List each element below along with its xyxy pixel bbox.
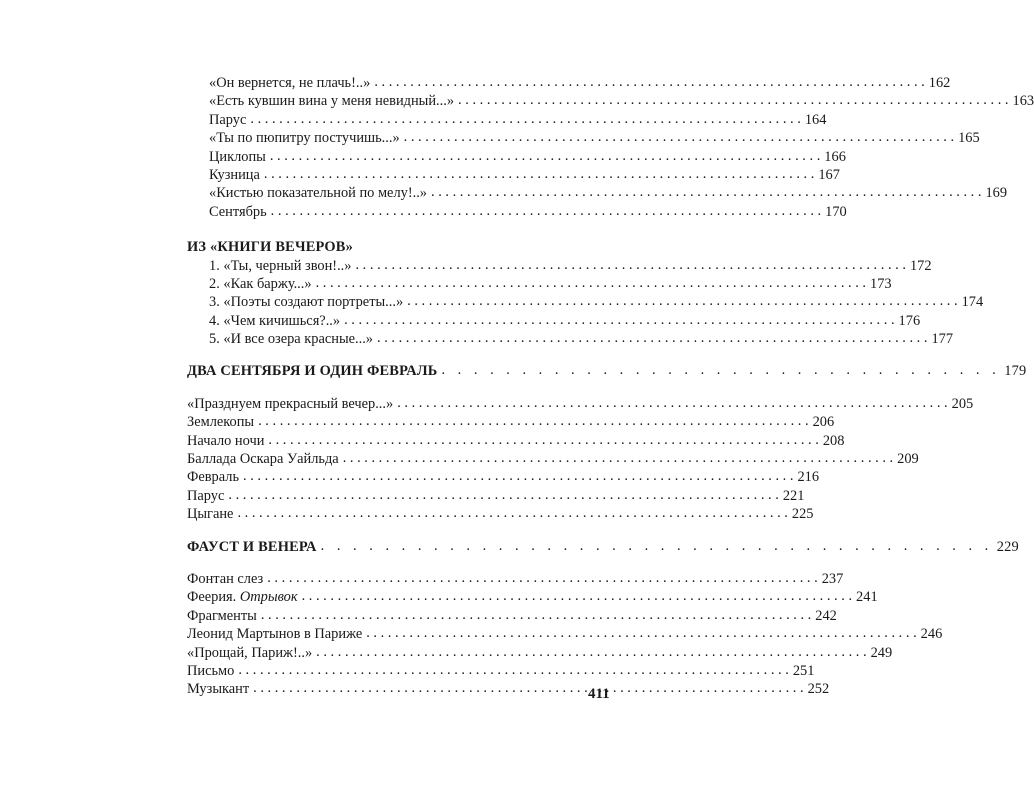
toc-entry-title: Музыкант (187, 681, 250, 698)
toc-entry-page: 162 (928, 75, 951, 91)
section-heading-title: ФАУСТ И ВЕНЕРА (187, 538, 317, 555)
section-heading (187, 238, 569, 256)
toc-group-2 (187, 257, 984, 349)
toc-entry-page: 209 (897, 451, 919, 468)
leader-dots (268, 431, 818, 449)
toc-entry (187, 395, 974, 413)
toc-entry (187, 129, 980, 147)
leader-dots (458, 91, 1008, 109)
toc-entry-page: 242 (815, 607, 837, 624)
toc-entry-title: Фонтан слез (187, 570, 264, 587)
toc-entry-page: 174 (961, 294, 984, 311)
toc-entry-page: 237 (821, 570, 844, 587)
leader-dots (407, 292, 957, 310)
leader-dots (267, 569, 817, 587)
leader-dots (343, 449, 893, 467)
toc-entry-page: 170 (825, 203, 847, 220)
toc-entry-title-italic: Отрывок (239, 589, 298, 606)
leader-dots (261, 606, 811, 624)
leader-dots (404, 128, 954, 146)
toc-entry-title-main: Феерия. (187, 589, 237, 606)
toc-entry (187, 184, 1008, 202)
toc-entry (187, 312, 921, 330)
leader-dots (316, 643, 866, 661)
toc-entry-page: 169 (985, 185, 1008, 202)
leader-dots (271, 202, 821, 220)
toc-entry (187, 275, 892, 293)
toc-entry-page: 177 (931, 331, 954, 348)
leader-dots (238, 661, 788, 679)
toc-entry-page: 246 (920, 626, 943, 643)
toc-entry-title: Баллада Оскара Уайльда (187, 451, 339, 468)
leader-dots (316, 274, 866, 292)
toc-entry-page: 241 (856, 589, 878, 606)
toc-entry-title: «Ты по пюпитру постучишь...» (209, 130, 400, 147)
toc-entry (187, 644, 893, 662)
toc-entry-title (187, 588, 298, 606)
toc-entry-page: 221 (782, 487, 805, 504)
toc-entry-title: Парус (187, 487, 225, 504)
toc-entry-title: 5. «И все озера красные...» (209, 331, 373, 348)
toc-entry (187, 662, 815, 680)
section-heading-page: 179 (1004, 363, 1027, 380)
section-heading (187, 537, 1019, 556)
toc-entry (187, 330, 954, 348)
toc-entry-title: Леонид Мартынов в Париже (187, 626, 363, 643)
toc-entry-title: Кузница (209, 166, 260, 183)
toc-entry (187, 468, 820, 486)
section-heading-page: 229 (996, 538, 1019, 555)
toc-entry-title: «Прощай, Париж!..» (187, 644, 313, 661)
toc-entry (187, 588, 878, 606)
toc-entry-title: 3. «Поэты создают портреты...» (209, 294, 404, 311)
toc-entry-page: 165 (958, 130, 980, 147)
leader-dots (431, 183, 981, 201)
toc-entry (187, 625, 943, 643)
toc-entry-title: Февраль (187, 469, 240, 486)
toc-entry-title: Землекопы (187, 414, 255, 431)
toc-entry (187, 487, 805, 505)
toc-entry-page: 216 (797, 469, 820, 486)
toc-entry-title: «Празднуем прекрасный вечер...» (187, 395, 394, 412)
toc-entry (187, 74, 951, 92)
toc-entry-page: 205 (951, 395, 974, 412)
leader-dots (366, 624, 916, 642)
leader-dots (377, 329, 927, 347)
section-heading-title: ДВА СЕНТЯБРЯ И ОДИН ФЕВРАЛЬ (187, 363, 438, 380)
toc-entry-page: 163 (1012, 93, 1034, 110)
toc-entry-page: 172 (909, 257, 932, 274)
toc-entry-title: Циклопы (209, 148, 266, 165)
section-heading-title: ИЗ «КНИГИ ВЕЧЕРОВ» (187, 239, 354, 256)
leader-dots (302, 587, 852, 605)
toc-entry-page: 251 (792, 662, 815, 679)
leader-dots (228, 486, 778, 504)
leader-dots (264, 165, 814, 183)
leader-dots (397, 394, 947, 412)
toc-entry-page: 249 (870, 644, 893, 661)
toc-entry (187, 203, 847, 221)
toc-entry-page: 166 (824, 148, 846, 165)
leader-dots (237, 504, 787, 522)
toc-entry-page: 208 (822, 432, 845, 449)
toc-entry (187, 111, 827, 129)
toc-entry-title: 4. «Чем кичишься?..» (209, 312, 341, 329)
leader-dots (344, 311, 894, 329)
toc-entry-title: Парус (209, 111, 247, 128)
leader-dots (270, 147, 820, 165)
toc-group-3 (187, 395, 974, 524)
leader-dots: . . . . . . . . . . . . . . . . . . . . . . . . . . . . . . . . . . . . . . . . . . (320, 537, 993, 554)
leader-dots (253, 679, 803, 697)
toc-entry (187, 293, 984, 311)
leader-dots (355, 256, 905, 274)
toc-entry-title: Сентябрь (209, 203, 267, 220)
toc-entry (187, 257, 932, 275)
leader-dots: . . . . . . . . . . . . . . . . . . . . . . . . . . . . . . . . . . . (441, 362, 1001, 379)
toc-entry (187, 505, 814, 523)
page-number: 411 (588, 686, 610, 702)
leader-dots (243, 467, 793, 485)
toc-entry-page: 176 (898, 312, 921, 329)
toc-group-1 (187, 74, 1034, 221)
toc-entry-page: 225 (791, 506, 814, 523)
toc-entry-title: «Он вернется, не плачь!..» (209, 75, 371, 91)
toc-entry-title: 2. «Как баржу...» (209, 275, 312, 292)
toc-entry (187, 92, 1034, 110)
toc-entry-title: Фрагменты (187, 607, 257, 624)
toc-entry (187, 148, 846, 166)
toc-entry-title: «Кистью показательной по мелу!..» (209, 185, 428, 202)
toc-entry-title: 1. «Ты, черный звон!..» (209, 257, 352, 274)
leader-dots (258, 412, 808, 430)
toc-entry (187, 450, 919, 468)
leader-dots (250, 110, 800, 128)
toc-entry (187, 432, 845, 450)
toc-entry (187, 607, 837, 625)
toc-entry-page: 252 (807, 681, 830, 698)
toc-entry-title: Начало ночи (187, 432, 265, 449)
toc-entry-page: 167 (818, 166, 840, 183)
toc-entry (187, 413, 835, 431)
toc-entry-title: «Есть кувшин вина у меня невидный...» (209, 93, 455, 110)
toc-entry-page: 206 (812, 414, 835, 431)
toc-entry (187, 166, 840, 184)
toc-entry-page: 164 (804, 111, 827, 128)
leader-dots (374, 73, 924, 91)
toc-entry-page: 173 (870, 275, 892, 292)
toc-entry (187, 570, 844, 588)
toc-entry-title: Цыгане (187, 506, 234, 523)
section-heading (187, 362, 1027, 380)
toc-entry-title: Письмо (187, 662, 235, 679)
